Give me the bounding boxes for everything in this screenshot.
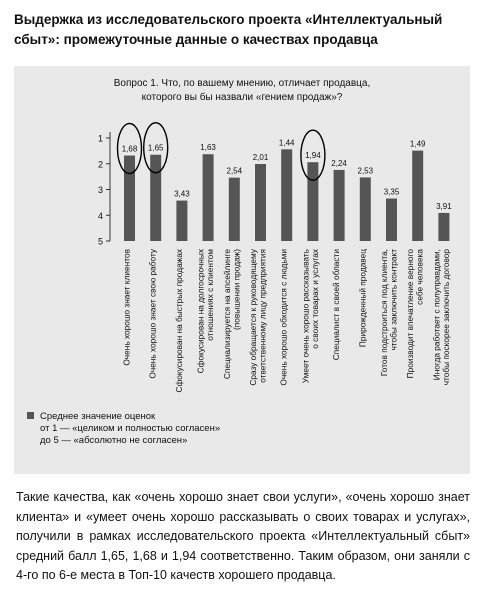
bar	[203, 154, 214, 241]
y-tick-label: 5	[97, 236, 103, 247]
bar	[281, 149, 292, 241]
bars	[124, 149, 449, 241]
chart-title-line-1: Вопрос 1. Что, по вашему мнению, отличает продавца,	[113, 78, 371, 89]
category-label: Специалист в своей области	[331, 249, 342, 361]
legend-label-line-2: от 1 — «целиком и полностью согласен»	[40, 423, 221, 434]
category-label: Специализируется на апсейлинге(повышении продаж)	[221, 249, 242, 380]
category-label: Очень хорошо знает клиентов	[121, 249, 132, 366]
bar-value-label: 1,94	[305, 151, 321, 161]
bar-value-label: 2,53	[357, 166, 374, 176]
y-tick-label: 3	[97, 185, 103, 195]
bar	[229, 178, 240, 241]
bar-value-label: 2,01	[252, 153, 269, 163]
category-labels	[122, 248, 451, 392]
legend	[27, 411, 220, 446]
bar	[360, 177, 371, 241]
bar-value-label: 2,24	[331, 158, 347, 168]
bar	[176, 201, 187, 241]
bar-value-label: 2,54	[226, 166, 243, 176]
bar	[307, 162, 318, 241]
bar	[150, 155, 161, 241]
chart-panel	[14, 66, 470, 474]
bar-chart	[14, 66, 470, 474]
chart-title-line-2: которого вы бы назвали «гением продаж»?	[141, 92, 343, 103]
category-label: Иногда работает с полуправдами,чтобы поскорее заключить договор	[431, 249, 451, 386]
bar	[438, 213, 449, 241]
category-label: Очень хорошо обходится с людьми	[278, 249, 289, 386]
legend-label-line-1: Среднее значение оценок	[40, 411, 156, 422]
bar-value-label: 1,63	[200, 143, 216, 153]
body-paragraph: Такие качества, как «очень хорошо знает свои услуги», «очень хорошо знает клиента» и «умеет очень хорошо рассказывать о своих товарах и услугах», получили в рамках исследовательского проекта «Интеллектуальный сбыт» средний балл 1,65, 1,68 и 1,94 соответственно. Таким образом, они заняли с 4-го по 6-е места в Топ-10 качеств хорошего продавца.	[16, 490, 470, 582]
y-axis	[98, 132, 110, 247]
bar-value-label: 1,49	[409, 139, 426, 149]
bar-value-label: 1,44	[278, 138, 295, 148]
category-label: Сфокусирован на долгосрочныхотношениях с клиентом	[195, 249, 216, 374]
y-tick-label: 4	[97, 210, 103, 221]
category-label: Готов подстроиться под клиента,чтобы заключить контракт	[379, 249, 399, 377]
y-tick-label: 1	[97, 133, 103, 144]
category-label: Сразу обращается к руководящемуответственному лицу предприятия	[248, 249, 268, 386]
category-label: Производит впечатление верногосебе человека	[405, 249, 425, 379]
page-heading: Выдержка из исследовательского проекта «Интеллектуальный сбыт»: промежуточные данные о качествах продавца	[14, 12, 443, 47]
bar	[334, 170, 345, 241]
category-label: Сфокусирован на быстрых продажах	[173, 249, 184, 393]
bar-value-label: 3,43	[174, 189, 190, 199]
y-tick-label: 2	[97, 159, 103, 170]
bar-value-label: 1,68	[121, 144, 138, 154]
category-label: Очень хорошо знает свою работу	[147, 249, 158, 379]
bar	[412, 151, 423, 241]
category-label: Умеет очень хорошо рассказыватьо своих товарах и услугах	[300, 249, 320, 384]
legend-label-line-3: до 5 — «абсолютно не согласен»	[40, 435, 188, 446]
bar	[124, 156, 135, 241]
legend-swatch	[27, 412, 34, 419]
bar-value-label: 3,35	[383, 187, 400, 197]
bar-value-label: 3,91	[436, 201, 452, 211]
bar	[255, 164, 266, 241]
category-label: Прирожденный продавец	[357, 249, 368, 348]
bar-value-label: 1,65	[147, 143, 164, 153]
bar	[386, 199, 397, 241]
